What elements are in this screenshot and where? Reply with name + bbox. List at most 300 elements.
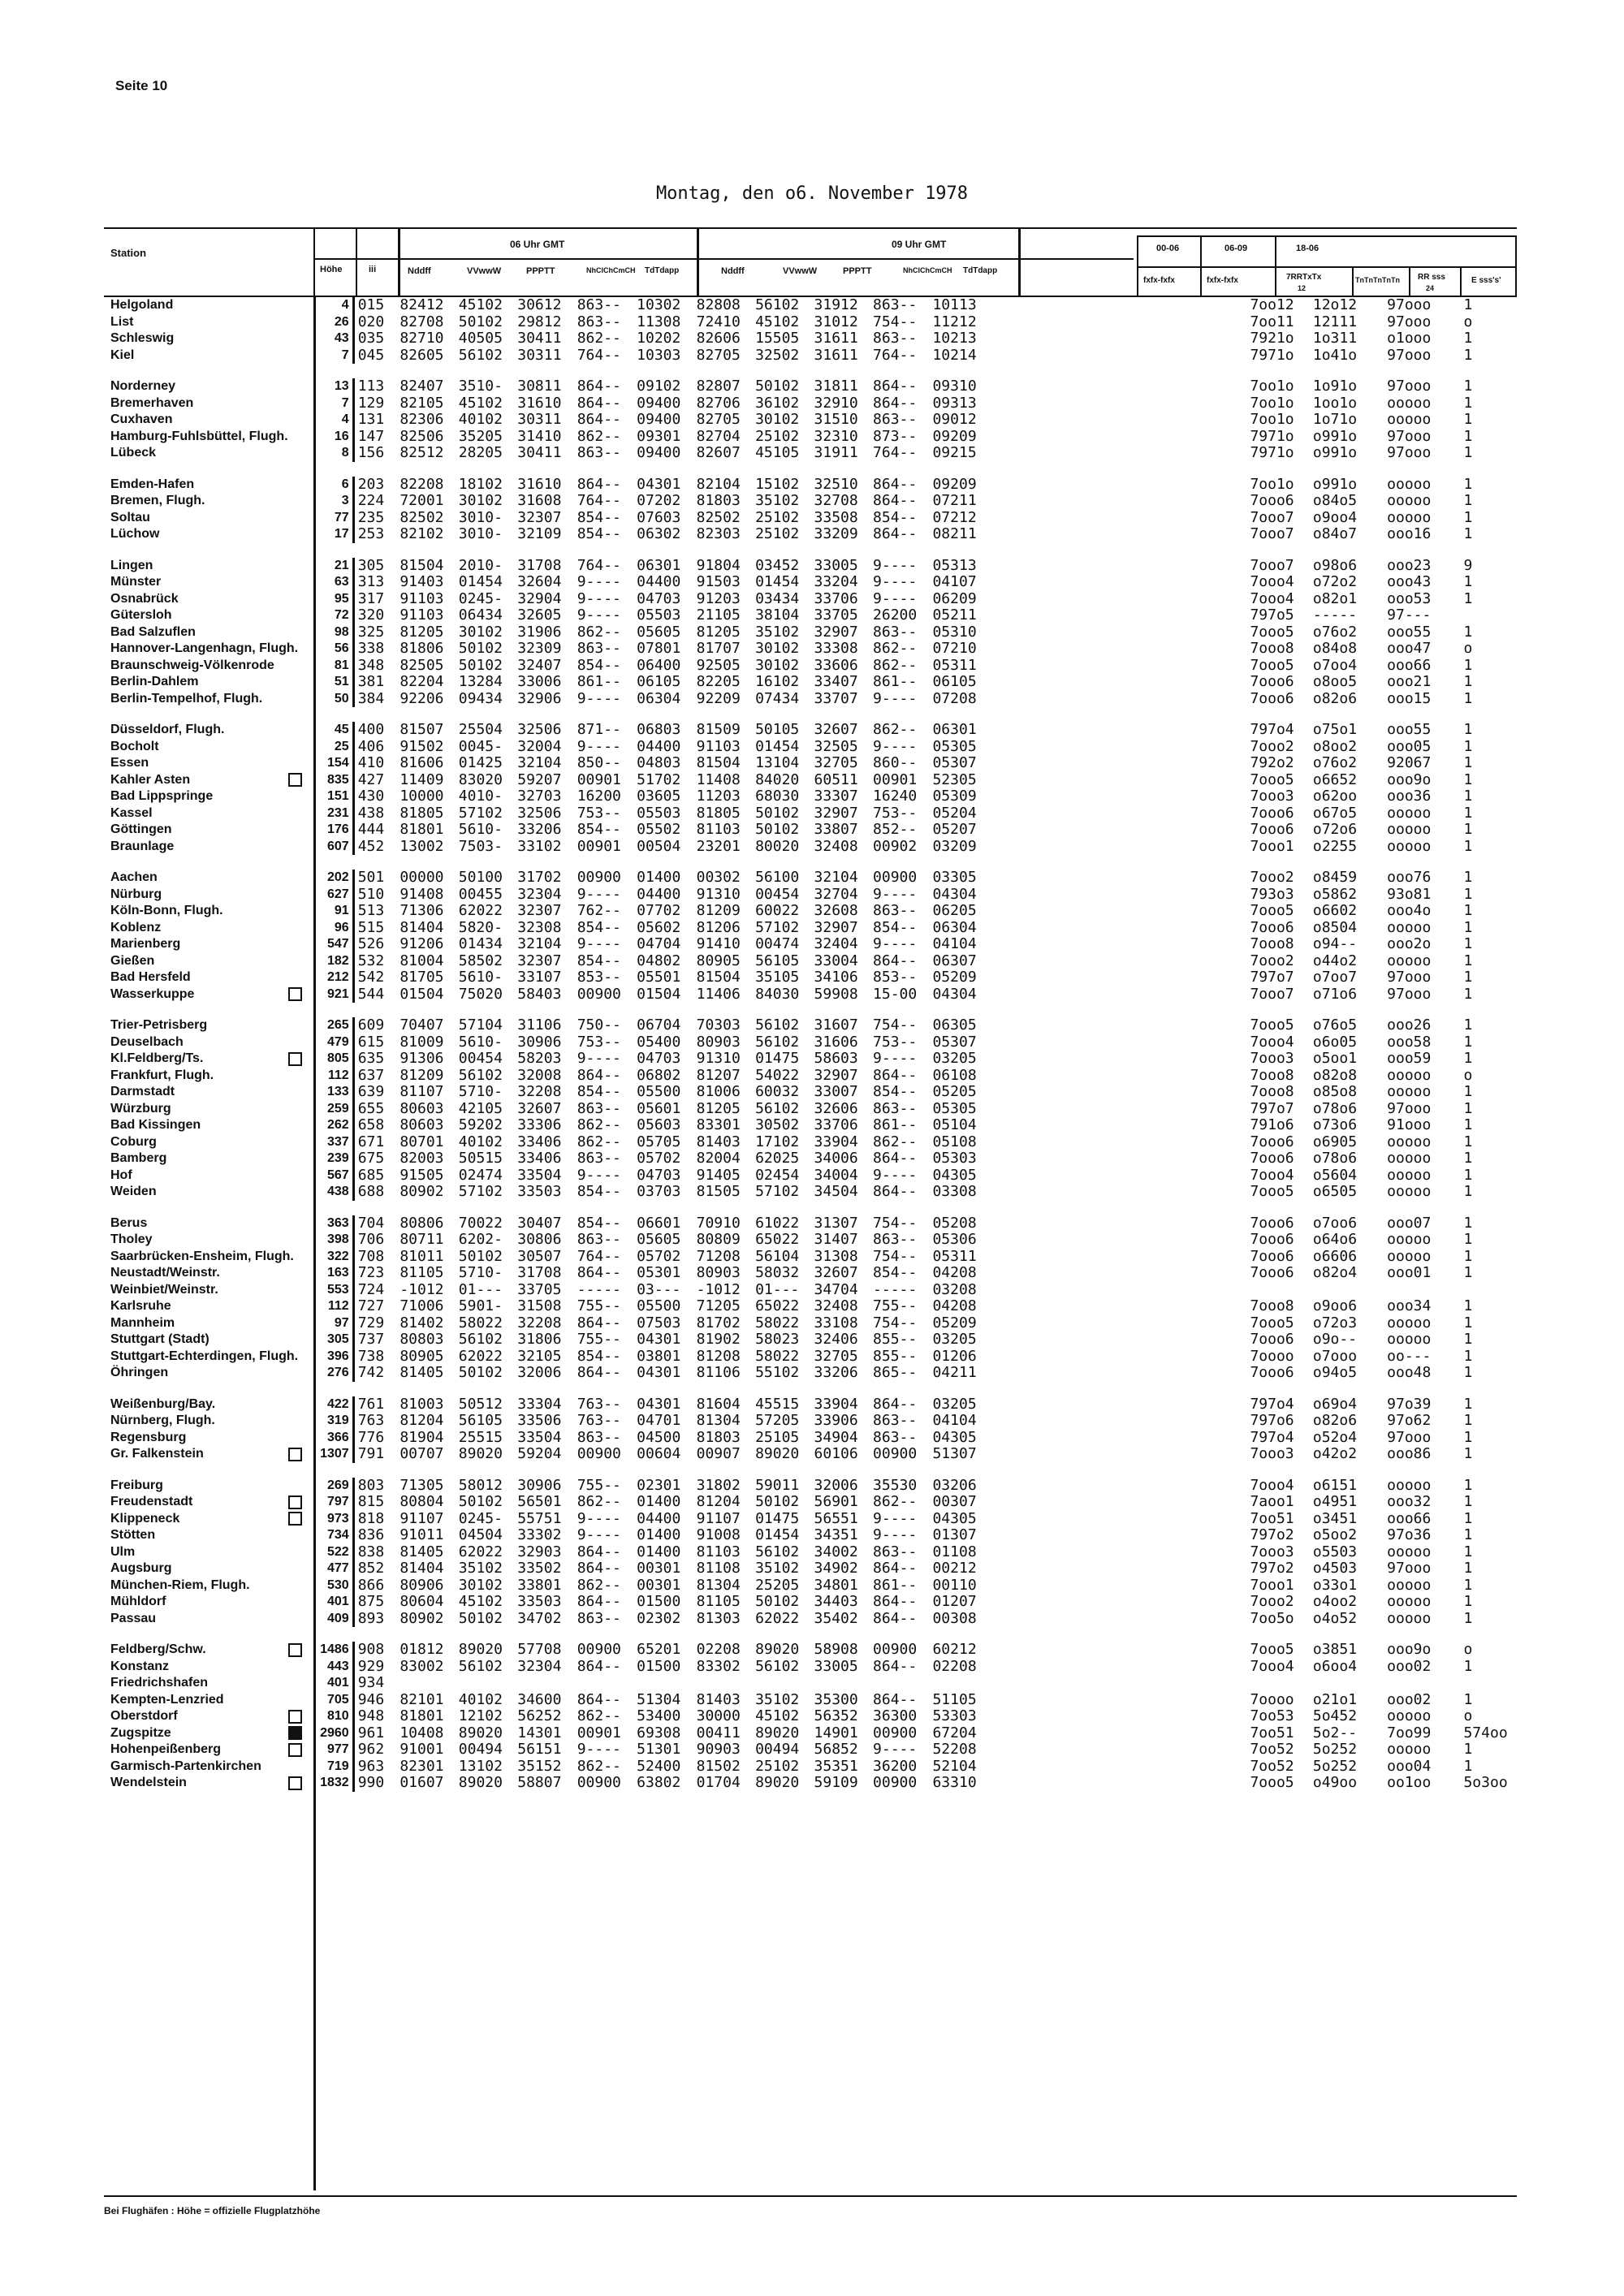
station-name: Lüchow xyxy=(110,527,160,541)
data-cell: 764-- xyxy=(873,346,918,364)
station-cell xyxy=(104,969,312,986)
data-cell: 861-- xyxy=(577,673,621,690)
data-cell: 00307 xyxy=(932,1493,977,1510)
data-cell: 9---- xyxy=(577,1050,621,1067)
data-cell: 864-- xyxy=(577,1066,621,1084)
data-cell: 045 xyxy=(357,346,385,364)
data-cell: o7ooo xyxy=(1312,1347,1358,1365)
data-cell: 09400 xyxy=(637,411,681,428)
data-cell: 91ooo xyxy=(1387,1116,1432,1133)
data-cell: 82104 xyxy=(696,475,741,493)
data-cell: oo--- xyxy=(1387,1347,1432,1365)
data-cell xyxy=(1460,1675,1516,1692)
data-cell: 7ooo6 xyxy=(1250,821,1294,838)
data-cell: 0045- xyxy=(458,737,503,755)
data-cell: 1 xyxy=(1463,1543,1473,1560)
data-cell: 609 xyxy=(357,1016,385,1034)
station-name: Emden-Hafen xyxy=(110,477,195,491)
station-name: Kahler Asten xyxy=(110,772,191,787)
data-cell: 9---- xyxy=(873,885,918,903)
data-cell: 7ooo6 xyxy=(1250,1231,1294,1248)
square-icon xyxy=(288,1512,302,1526)
data-cell: 864-- xyxy=(873,394,918,412)
station-name: Göttingen xyxy=(110,822,172,836)
data-cell: 70910 xyxy=(696,1214,741,1232)
data-cell: 452 xyxy=(357,837,385,855)
data-cell: 33302 xyxy=(517,1526,562,1543)
data-cell: 45105 xyxy=(755,444,800,461)
data-cell: 00000 xyxy=(400,869,444,886)
data-cell: 57205 xyxy=(755,1412,800,1429)
hoehe-cell: 4 xyxy=(341,298,349,312)
data-cell: 5901- xyxy=(458,1297,503,1314)
spacer xyxy=(1010,920,1247,937)
data-cell: 25102 xyxy=(755,1757,800,1775)
data-cell: ooo55 xyxy=(1387,721,1432,738)
data-cell: 65022 xyxy=(755,1231,800,1248)
hoehe-cell: 973 xyxy=(327,1511,349,1526)
data-cell: 1 xyxy=(1463,1576,1473,1594)
data-cell: 81509 xyxy=(696,721,741,738)
data-cell: 06105 xyxy=(637,673,681,690)
data-cell: 33306 xyxy=(517,1116,562,1133)
data-cell: 32708 xyxy=(814,492,858,509)
station-name: Bocholt xyxy=(110,739,159,753)
station-cell xyxy=(104,1134,312,1151)
r1-18-06: 18-06 xyxy=(1296,244,1320,253)
data-cell: ooo04 xyxy=(1387,1757,1432,1775)
data-cell: 81904 xyxy=(400,1428,444,1446)
data-cell: 91011 xyxy=(400,1526,444,1543)
data-cell: ooooo xyxy=(1387,952,1432,969)
data-cell: 9---- xyxy=(577,1166,621,1184)
data-cell: 01607 xyxy=(400,1774,444,1791)
station-name: Freudenstadt xyxy=(110,1495,193,1508)
station-name: Koblenz xyxy=(110,920,162,934)
data-cell: 854-- xyxy=(577,952,621,969)
station-cell xyxy=(104,788,312,805)
data-cell: 00302 xyxy=(696,869,741,886)
hoehe-cell: 91 xyxy=(334,904,349,917)
data-cell: 04104 xyxy=(932,935,977,952)
data-cell: 56104 xyxy=(755,1247,800,1265)
data-cell: 03205 xyxy=(932,1395,977,1413)
data-cell: 33308 xyxy=(814,640,858,657)
data-cell: 00474 xyxy=(755,935,800,952)
data-cell: 01475 xyxy=(755,1050,800,1067)
data-cell: o33o1 xyxy=(1312,1576,1358,1594)
data-cell: o69o4 xyxy=(1312,1395,1358,1413)
data-cell: 06434 xyxy=(458,606,503,624)
data-cell: 80603 xyxy=(400,1099,444,1117)
data-cell: 10302 xyxy=(637,296,681,313)
data-cell: 50105 xyxy=(755,721,800,738)
spacer xyxy=(1010,558,1247,575)
data-cell: 864-- xyxy=(577,1264,621,1281)
data-cell: 81205 xyxy=(696,1099,741,1117)
data-cell: 59207 xyxy=(517,770,562,788)
data-cell: 00110 xyxy=(932,1576,977,1594)
data-cell: o8504 xyxy=(1312,918,1358,936)
table-row xyxy=(104,378,1517,395)
data-cell: 400 xyxy=(357,721,385,738)
data-cell: 33406 xyxy=(517,1150,562,1167)
data-cell: 34801 xyxy=(814,1576,858,1594)
data-cell: 25102 xyxy=(755,508,800,526)
c09-vvwww: VVwwW xyxy=(783,266,818,276)
data-cell: 1 xyxy=(1463,935,1473,952)
data-cell: 764-- xyxy=(577,346,621,364)
data-cell: 00301 xyxy=(637,1560,681,1577)
data-cell: ooooo xyxy=(1387,1609,1432,1627)
data-cell: 52208 xyxy=(932,1741,977,1758)
data-cell: 7oo51 xyxy=(1250,1724,1294,1741)
data-cell: 56102 xyxy=(458,1657,503,1675)
data-cell: ooooo xyxy=(1387,492,1432,509)
data-cell: 03452 xyxy=(755,556,800,574)
data-cell: 09209 xyxy=(932,475,977,493)
data-cell: 07603 xyxy=(637,508,681,526)
data-cell: o72o6 xyxy=(1312,821,1358,838)
data-cell: o xyxy=(1463,1641,1473,1658)
data-cell: ooooo xyxy=(1387,918,1432,936)
data-cell: ooo43 xyxy=(1387,573,1432,590)
data-cell: 990 xyxy=(357,1774,385,1791)
data-cell: 1 xyxy=(1463,985,1473,1003)
data-cell: 7ooo7 xyxy=(1250,985,1294,1003)
station-name: Berlin-Dahlem xyxy=(110,675,199,688)
data-cell: 723 xyxy=(357,1264,385,1281)
data-cell: 1 xyxy=(1463,1364,1473,1381)
data-cell: 04500 xyxy=(637,1428,681,1446)
data-cell: 82303 xyxy=(696,525,741,542)
data-cell: 853-- xyxy=(873,969,918,986)
data-cell: 9---- xyxy=(577,935,621,952)
data-cell: 04400 xyxy=(637,573,681,590)
data-cell: 06803 xyxy=(637,721,681,738)
station-name: Weiden xyxy=(110,1185,157,1198)
data-cell: 81011 xyxy=(400,1247,444,1265)
data-cell: 5610- xyxy=(458,1033,503,1051)
data-cell: 16200 xyxy=(577,788,621,805)
data-cell: 89020 xyxy=(755,1774,800,1791)
data-cell: 04301 xyxy=(637,475,681,493)
station-cell xyxy=(104,1215,312,1232)
data-cell: 32310 xyxy=(814,427,858,445)
data-cell: 34002 xyxy=(814,1543,858,1560)
data-cell: 32304 xyxy=(517,1657,562,1675)
table-row xyxy=(104,1759,1517,1776)
data-cell: ooooo xyxy=(1387,1183,1432,1200)
table-row xyxy=(104,691,1517,708)
data-cell: 05307 xyxy=(932,754,977,771)
data-cell: 82706 xyxy=(696,394,741,412)
data-cell: 00901 xyxy=(577,837,621,855)
station-name: Ulm xyxy=(110,1544,136,1559)
data-cell xyxy=(1246,1675,1309,1692)
data-cell: 30102 xyxy=(755,640,800,657)
data-cell: ooooo xyxy=(1387,1066,1432,1084)
hoehe-cell: 112 xyxy=(327,1299,349,1313)
data-cell: 32309 xyxy=(517,640,562,657)
data-cell: o76o5 xyxy=(1312,1016,1358,1034)
data-cell: 9---- xyxy=(873,1166,918,1184)
spacer xyxy=(1010,1577,1247,1595)
data-cell: 7ooo6 xyxy=(1250,1214,1294,1232)
data-cell: 708 xyxy=(357,1247,385,1265)
data-cell: 908 xyxy=(357,1641,385,1658)
station-cell xyxy=(104,510,312,527)
station-cell xyxy=(104,1101,312,1118)
data-cell: 762-- xyxy=(577,902,621,919)
c06-nddff: Nddff xyxy=(408,266,431,276)
data-cell: 05104 xyxy=(932,1116,977,1133)
spacer xyxy=(1010,805,1247,822)
data-cell: 58022 xyxy=(458,1314,503,1331)
data-cell: 7ooo6 xyxy=(1250,1133,1294,1150)
data-cell: 52305 xyxy=(932,770,977,788)
data-cell: 797o2 xyxy=(1250,1526,1294,1543)
data-cell: 31911 xyxy=(814,444,858,461)
data-cell: 81004 xyxy=(400,952,444,969)
spacer xyxy=(1010,1642,1247,1659)
data-cell: 32404 xyxy=(814,935,858,952)
data-cell: 30411 xyxy=(517,330,562,347)
data-cell: 893 xyxy=(357,1609,385,1627)
data-cell: 29812 xyxy=(517,313,562,330)
data-cell: ooo02 xyxy=(1387,1690,1432,1708)
data-cell: 33506 xyxy=(517,1412,562,1429)
data-cell: 13104 xyxy=(755,754,800,771)
data-cell: o6oo4 xyxy=(1312,1657,1358,1675)
data-cell: 544 xyxy=(357,985,385,1003)
hoehe-cell: 8 xyxy=(341,446,349,460)
data-cell: 7ooo3 xyxy=(1250,1050,1294,1067)
data-cell: 45102 xyxy=(755,313,800,330)
data-cell: 81209 xyxy=(400,1066,444,1084)
data-cell: 9---- xyxy=(873,1050,918,1067)
station-cell xyxy=(104,739,312,756)
station-cell xyxy=(104,887,312,904)
data-cell: 45102 xyxy=(458,1593,503,1610)
data-cell: 05311 xyxy=(932,656,977,674)
data-cell: 09400 xyxy=(637,444,681,461)
data-cell: ooo53 xyxy=(1387,589,1432,607)
data-cell: 02474 xyxy=(458,1166,503,1184)
spacer xyxy=(1010,1167,1247,1185)
table-row xyxy=(104,1675,1517,1692)
data-cell: 58807 xyxy=(517,1774,562,1791)
data-cell: 815 xyxy=(357,1493,385,1510)
data-cell: ooooo xyxy=(1387,1150,1432,1167)
data-cell: ooo36 xyxy=(1387,788,1432,805)
data-cell: 04701 xyxy=(637,1412,681,1429)
data-cell: 1 xyxy=(1463,1412,1473,1429)
table-row xyxy=(104,969,1517,986)
data-cell: 1 xyxy=(1463,296,1473,313)
data-cell: 866 xyxy=(357,1576,385,1594)
data-cell: 864-- xyxy=(873,1150,918,1167)
data-cell: o xyxy=(1463,1066,1473,1084)
data-cell: 32304 xyxy=(517,885,562,903)
data-cell: 97ooo xyxy=(1387,1099,1432,1117)
station-name: Stötten xyxy=(110,1528,156,1542)
data-cell: 12102 xyxy=(458,1707,503,1724)
data-cell: 7971o xyxy=(1250,444,1294,461)
table-row xyxy=(104,772,1517,789)
data-cell: 01454 xyxy=(458,573,503,590)
table-row xyxy=(104,1396,1517,1413)
data-cell: 05313 xyxy=(932,556,977,574)
data-cell: o82o6 xyxy=(1312,1412,1358,1429)
spacer xyxy=(1010,1282,1247,1299)
data-cell: 30102 xyxy=(458,623,503,641)
spacer xyxy=(1010,526,1247,543)
data-cell: 10214 xyxy=(932,346,977,364)
data-cell: 81702 xyxy=(696,1314,741,1331)
data-cell: 04304 xyxy=(932,985,977,1003)
station-cell xyxy=(104,870,312,887)
station-name: Bad Salzuflen xyxy=(110,624,196,639)
data-cell: 854-- xyxy=(873,1083,918,1100)
data-cell: 7ooo2 xyxy=(1250,737,1294,755)
data-cell: ooo9o xyxy=(1387,770,1432,788)
data-cell: ooo2o xyxy=(1387,935,1432,952)
data-cell: 863-- xyxy=(873,1543,918,1560)
data-cell: o7oo4 xyxy=(1312,656,1358,674)
spacer xyxy=(1010,1249,1247,1266)
hoehe-column-header: Höhe xyxy=(320,265,343,274)
data-cell: 81105 xyxy=(400,1264,444,1281)
data-cell: 97o39 xyxy=(1387,1395,1432,1413)
station-name: Weinbiet/Weinstr. xyxy=(110,1282,218,1297)
data-cell: 32406 xyxy=(814,1331,858,1348)
data-cell: 00900 xyxy=(873,1445,918,1462)
spacer xyxy=(1010,953,1247,970)
table-row xyxy=(104,493,1517,510)
data-cell: 03703 xyxy=(637,1183,681,1200)
data-cell: 01--- xyxy=(755,1280,800,1298)
data-cell: 82705 xyxy=(696,346,741,364)
data-cell: 1o91o xyxy=(1312,378,1358,395)
data-cell: 860-- xyxy=(873,754,918,771)
data-cell: 57102 xyxy=(458,1183,503,1200)
data-cell: 97ooo xyxy=(1387,346,1432,364)
station-cell xyxy=(104,936,312,953)
spacer xyxy=(1010,1775,1247,1792)
hoehe-cell: 176 xyxy=(327,822,349,836)
data-cell: 1 xyxy=(1463,1016,1473,1034)
data-cell: 61022 xyxy=(755,1214,800,1232)
data-cell: o8oo2 xyxy=(1312,737,1358,755)
table-row xyxy=(104,412,1517,429)
station-group xyxy=(104,378,1517,462)
station-name: Konstanz xyxy=(110,1659,169,1673)
data-cell: 854-- xyxy=(873,508,918,526)
hoehe-cell: 921 xyxy=(327,986,349,1001)
hoehe-cell: 553 xyxy=(327,1282,349,1297)
data-cell: 32606 xyxy=(814,1099,858,1117)
data-cell: 235 xyxy=(357,508,385,526)
data-cell: ooo26 xyxy=(1387,1016,1432,1034)
data-cell: o75o1 xyxy=(1312,721,1358,738)
data-cell: 30000 xyxy=(696,1707,741,1724)
data-cell: 1 xyxy=(1463,837,1473,855)
table-row xyxy=(104,822,1517,839)
spacer xyxy=(1010,591,1247,608)
data-cell: 32008 xyxy=(517,1066,562,1084)
data-cell: 00900 xyxy=(577,1774,621,1791)
data-cell: 1 xyxy=(1463,1247,1473,1265)
data-cell: 35105 xyxy=(755,969,800,986)
station-cell xyxy=(104,986,312,1003)
data-cell: 03801 xyxy=(637,1347,681,1365)
data-cell: 862-- xyxy=(577,330,621,347)
data-cell: 81006 xyxy=(696,1083,741,1100)
data-cell: 14301 xyxy=(517,1724,562,1741)
data-cell: 28205 xyxy=(458,444,503,461)
data-cell: 31610 xyxy=(517,475,562,493)
data-cell: 32907 xyxy=(814,623,858,641)
station-name: Trier-Petrisberg xyxy=(110,1018,208,1032)
table-row xyxy=(104,1017,1517,1034)
hoehe-cell: 81 xyxy=(334,658,349,672)
table-row xyxy=(104,1349,1517,1366)
data-cell: 30806 xyxy=(517,1231,562,1248)
data-cell: o42o2 xyxy=(1312,1445,1358,1462)
data-cell: ooooo xyxy=(1387,508,1432,526)
data-cell: 05303 xyxy=(932,1150,977,1167)
c06-ppptt: PPPTT xyxy=(526,266,555,276)
r2-rr-sss: RR sss xyxy=(1418,273,1445,282)
data-cell: 04208 xyxy=(932,1297,977,1314)
data-cell: 33304 xyxy=(517,1395,562,1413)
data-cell: 56102 xyxy=(458,346,503,364)
data-cell: 80905 xyxy=(400,1347,444,1365)
hoehe-cell: 265 xyxy=(327,1018,349,1032)
data-cell: 30311 xyxy=(517,411,562,428)
data-cell: 948 xyxy=(357,1707,385,1724)
data-cell: ooooo xyxy=(1387,1331,1432,1348)
data-cell: o84o7 xyxy=(1312,525,1358,542)
data-cell: 1 xyxy=(1463,737,1473,755)
data-cell: 320 xyxy=(357,606,385,624)
station-group xyxy=(104,1017,1517,1201)
data-cell: 80902 xyxy=(400,1609,444,1627)
data-cell: 56105 xyxy=(458,1412,503,1429)
table-row xyxy=(104,1034,1517,1051)
data-cell: 5o252 xyxy=(1312,1741,1358,1758)
data-cell: o6151 xyxy=(1312,1476,1358,1494)
station-cell xyxy=(104,607,312,624)
table-row xyxy=(104,1692,1517,1709)
data-cell: o8oo5 xyxy=(1312,673,1358,690)
data-cell: 51702 xyxy=(637,770,681,788)
data-cell: 7ooo6 xyxy=(1250,1331,1294,1348)
hoehe-cell: 401 xyxy=(327,1595,349,1608)
data-cell: 1 xyxy=(1463,1476,1473,1494)
data-cell: ooooo xyxy=(1387,821,1432,838)
hoehe-cell: 366 xyxy=(327,1430,349,1444)
data-cell: 91001 xyxy=(400,1741,444,1758)
data-cell: 7ooo6 xyxy=(1250,689,1294,707)
square-icon xyxy=(288,1052,302,1066)
data-cell: 32307 xyxy=(517,952,562,969)
data-cell: 82704 xyxy=(696,427,741,445)
hoehe-cell: 547 xyxy=(327,937,349,951)
data-cell: 31811 xyxy=(814,378,858,395)
data-cell: 01812 xyxy=(400,1641,444,1658)
